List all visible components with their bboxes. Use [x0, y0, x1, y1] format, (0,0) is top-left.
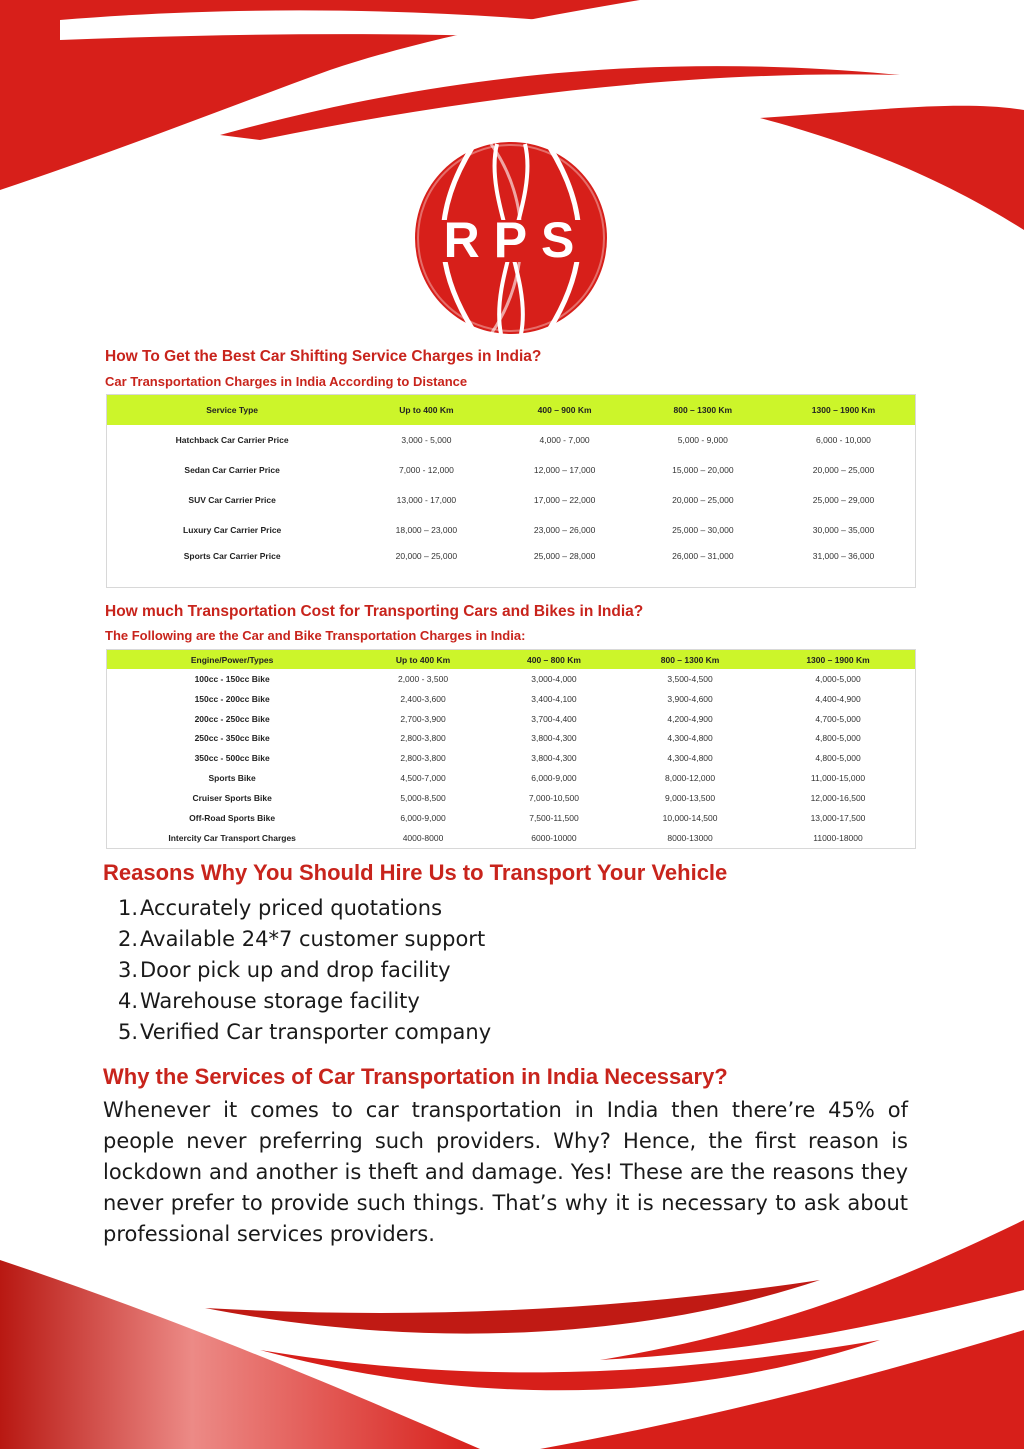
price-cell: 4,500-7,000 [400, 773, 446, 784]
table-header-row [107, 395, 916, 426]
column-header: 400 – 800 Km [489, 650, 619, 670]
price-cell: 3,900-4,600 [667, 693, 713, 704]
price-cell: 3,700-4,400 [531, 713, 577, 724]
list-item: 1. Accurately priced quotations [118, 896, 443, 920]
bottom-swoosh-decoration [0, 1200, 1024, 1449]
table-row [107, 545, 916, 588]
row-label: Off-Road Sports Bike [189, 812, 276, 823]
column-header: 1300 – 1900 Km [772, 395, 916, 426]
price-cell: 4,300-4,800 [667, 753, 713, 764]
column-header: 1300 – 1900 Km [761, 650, 916, 670]
price-cell: 4,700-5,000 [815, 713, 861, 724]
why-paragraph: Whenever it comes to car transportation in India then there’re 45% of people never preferring such providers. Why? Hence, the first reason is lockdown and another is theft and damage. Yes! These are the reasons they never prefer to provide such things. That’s why it is necessary to ask about professional services providers. [103, 1098, 908, 1246]
bike-section-title: How much Transportation Cost for Transporting Cars and Bikes in India? [105, 603, 644, 620]
reasons-list [118, 893, 491, 1048]
price-cell: 7,000 - 12,000 [398, 465, 454, 475]
price-cell: 20,000 – 25,000 [812, 465, 875, 475]
table-row [107, 808, 916, 828]
price-cell: 6,000-9,000 [400, 812, 446, 823]
list-item: 2. Available 24*7 customer support [118, 927, 486, 951]
table-row [107, 669, 916, 689]
price-cell: 25,000 – 30,000 [672, 525, 734, 535]
column-header: 800 – 1300 Km [634, 395, 772, 426]
price-cell: 9,000-13,500 [665, 792, 716, 803]
price-cell: 11000-18000 [813, 832, 863, 843]
distance-section-subtitle: Car Transportation Charges in India According to Distance [105, 374, 468, 389]
row-label: 100cc - 150cc Bike [194, 673, 270, 684]
column-header: Up to 400 Km [357, 395, 495, 426]
table-row [107, 729, 916, 749]
table-row [107, 768, 916, 788]
price-cell: 2,800-3,800 [400, 753, 446, 764]
row-label: Hatchback Car Carrier Price [175, 435, 289, 445]
table-row [107, 485, 916, 515]
table-row [107, 689, 916, 709]
column-header: Engine/Power/Types [107, 650, 358, 670]
logo-letters: RPS [443, 212, 589, 268]
row-label: Sedan Car Carrier Price [184, 465, 280, 475]
list-item: 3. Door pick up and drop facility [118, 958, 451, 982]
price-cell: 4,300-4,800 [667, 733, 713, 744]
table-row [107, 425, 916, 455]
price-cell: 31,000 – 36,000 [812, 551, 875, 561]
price-cell: 4,200-4,900 [667, 713, 713, 724]
price-cell: 11,000-15,000 [810, 773, 866, 784]
row-label: 150cc - 200cc Bike [194, 693, 270, 704]
column-header: Up to 400 Km [357, 650, 488, 670]
price-cell: 3,800-4,300 [531, 733, 577, 744]
price-cell: 18,000 – 23,000 [395, 525, 458, 535]
price-cell: 25,000 – 29,000 [812, 495, 875, 505]
price-cell: 17,000 – 22,000 [533, 495, 596, 505]
price-cell: 5,000 - 9,000 [677, 435, 728, 445]
price-cell: 4,400-4,900 [815, 693, 861, 704]
row-label: Luxury Car Carrier Price [183, 525, 282, 535]
price-cell: 6,000-9,000 [531, 773, 577, 784]
price-cell: 26,000 – 31,000 [672, 551, 734, 561]
row-label: 250cc - 350cc Bike [194, 733, 270, 744]
table-row [107, 515, 916, 545]
price-cell: 3,000-4,000 [531, 673, 577, 684]
price-cell: 4000-8000 [402, 832, 444, 843]
price-cell: 4,800-5,000 [815, 753, 861, 764]
price-cell: 12,000-16,500 [810, 792, 866, 803]
list-item: 5. Verified Car transporter company [118, 1020, 492, 1044]
price-cell: 20,000 – 25,000 [395, 551, 458, 561]
price-cell: 3,000 - 5,000 [401, 435, 452, 445]
bike-charges-table [106, 649, 916, 849]
price-cell: 25,000 – 28,000 [533, 551, 596, 561]
price-cell: 8,000-12,000 [665, 773, 716, 784]
row-label: SUV Car Carrier Price [188, 495, 276, 505]
reasons-heading: Reasons Why You Should Hire Us to Transport Your Vehicle [103, 860, 728, 885]
table-row [107, 748, 916, 768]
price-cell: 13,000-17,500 [810, 812, 866, 823]
price-cell: 6000-10000 [531, 832, 577, 843]
price-cell: 23,000 – 26,000 [533, 525, 596, 535]
price-cell: 7,000-10,500 [528, 792, 580, 803]
price-cell: 2,800-3,800 [400, 733, 446, 744]
price-cell: 4,000-5,000 [815, 673, 861, 684]
price-cell: 3,400-4,100 [531, 693, 577, 704]
table-header-row [107, 650, 916, 670]
price-cell: 15,000 – 20,000 [672, 465, 734, 475]
table-row [107, 709, 916, 729]
row-label: Cruiser Sports Bike [192, 792, 272, 803]
column-header: Service Type [107, 395, 358, 426]
list-item: 4. Warehouse storage facility [118, 989, 420, 1013]
price-cell: 7,500-11,500 [529, 812, 579, 823]
price-cell: 20,000 – 25,000 [672, 495, 734, 505]
price-cell: 30,000 – 35,000 [812, 525, 875, 535]
table-row [107, 455, 916, 485]
price-cell: 4,000 - 7,000 [539, 435, 590, 445]
price-cell: 10,000-14,500 [662, 812, 718, 823]
row-label: Sports Bike [208, 773, 256, 784]
table-row [107, 828, 916, 848]
why-heading: Why the Services of Car Transportation in India Necessary? [103, 1064, 728, 1089]
price-cell: 2,700-3,900 [400, 713, 446, 724]
price-cell: 8000-13000 [667, 832, 713, 843]
row-label: 200cc - 250cc Bike [194, 713, 270, 724]
row-label: 350cc - 500cc Bike [194, 753, 270, 764]
row-label: Sports Car Carrier Price [183, 551, 281, 561]
column-header: 400 – 900 Km [496, 395, 634, 426]
distance-section-title: How To Get the Best Car Shifting Service Charges in India? [105, 348, 542, 365]
price-cell: 2,400-3,600 [400, 693, 446, 704]
price-cell: 3,800-4,300 [531, 753, 577, 764]
column-header: 800 – 1300 Km [619, 650, 761, 670]
price-cell: 5,000-8,500 [400, 792, 446, 803]
price-cell: 12,000 – 17,000 [533, 465, 596, 475]
price-cell: 2,000 - 3,500 [397, 673, 449, 684]
bike-section-subtitle: The Following are the Car and Bike Transportation Charges in India: [105, 628, 526, 643]
price-cell: 3,500-4,500 [667, 673, 713, 684]
table-row [107, 788, 916, 808]
row-label: Intercity Car Transport Charges [168, 832, 296, 843]
price-cell: 4,800-5,000 [815, 733, 861, 744]
price-cell: 6,000 - 10,000 [816, 435, 871, 445]
distance-charges-table [106, 394, 916, 588]
price-cell: 13,000 - 17,000 [396, 495, 457, 505]
